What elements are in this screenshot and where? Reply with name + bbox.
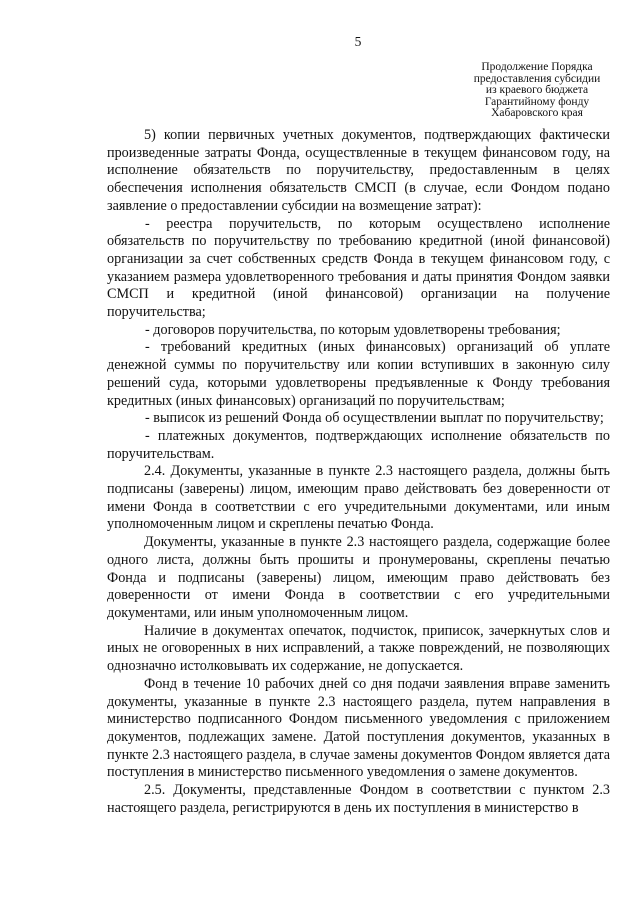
paragraph: Фонд в течение 10 рабочих дней со дня подачи заявления вправе заменить документы, указанные в пункте 2.3 настоящего раздела, путем направления в министерство подписанного Фондом письменного уведомления с приложением документов, подлежащих замене. Датой поступления документов, указанных в пункте 2.3 настоящего раздела, в случае замены документов Фондом является дата поступления в министерство письменного уведомления о замене документов. [107, 675, 610, 781]
list-item: - договоров поручительства, по которым удовлетворены требования; [145, 321, 561, 338]
header-note-line: Хабаровского края [491, 107, 583, 119]
paragraph-2-4: 2.4. Документы, указанные в пункте 2.3 настоящего раздела, должны быть подписаны (заверены) лицом, имеющим право действовать без доверенности от имени Фонда в соответствии с его учредительными документами, или иным уполномоченным лицом и скреплены печатью Фонда. [107, 463, 610, 533]
page-number: 5 [354, 34, 362, 49]
header-note-line: Продолжение Порядка [481, 61, 593, 73]
list-item: - платежных документов, подтверждающих исполнение обязательств по поручительствам. [107, 427, 610, 462]
paragraph-item-5: 5) копии первичных учетных документов, подтверждающих фактически произведенные затраты Фонда, осуществленные в текущем финансовом году, на исполнение обязательств по поручительству, предоставленным в целях обеспечения исполнения обязательств СМСП (в случае, если Фондом подано заявление о предоставлении субсидии на возмещение затрат): [107, 127, 610, 214]
paragraph: Наличие в документах опечаток, подчисток, приписок, зачеркнутых слов и иных не оговоренных в них исправлений, а также повреждений, не позволяющих однозначно истолковывать их содержание, не допускается. [107, 622, 610, 675]
list-item: - требований кредитных (иных финансовых) организаций об уплате денежной суммы по поручительству или копии вступивших в законную силу решений суда, которыми удовлетворены предъявленные к Фонду требования кредитных (иных финансовых) организаций по поручительствам; [107, 339, 610, 409]
list-item: - реестра поручительств, по которым осуществлено исполнение обязательств по поручительству по требованию кредитной (иной финансовой) организации за счет собственных средств Фонда в текущем финансовом году, с указанием размера удовлетворенного требования и даты принятия Фондом заявки СМСП и кредитной (иной финансовой) организации на получение поручительства; [107, 215, 610, 321]
paragraph: Документы, указанные в пункте 2.3 настоящего раздела, содержащие более одного листа, должны быть прошиты и пронумерованы, скреплены печатью Фонда и подписаны (заверены) лицом, имеющим право действовать без доверенности от имени Фонда в соответствии с его учредительными документами, или иным уполномоченным лицом. [107, 534, 610, 621]
list-item: - выписок из решений Фонда об осуществлении выплат по поручительству; [145, 410, 604, 427]
header-note [452, 62, 622, 120]
paragraph-2-5: 2.5. Документы, представленные Фондом в соответствии с пунктом 2.3 настоящего раздела, регистрируются в день их поступления в министерство в [107, 782, 610, 816]
header-note-line: из краевого бюджета [485, 84, 589, 96]
header-note-line: Гарантийному фонду [484, 95, 590, 108]
document-body [107, 127, 610, 817]
header-note-line: предоставления субсидии [473, 72, 601, 85]
